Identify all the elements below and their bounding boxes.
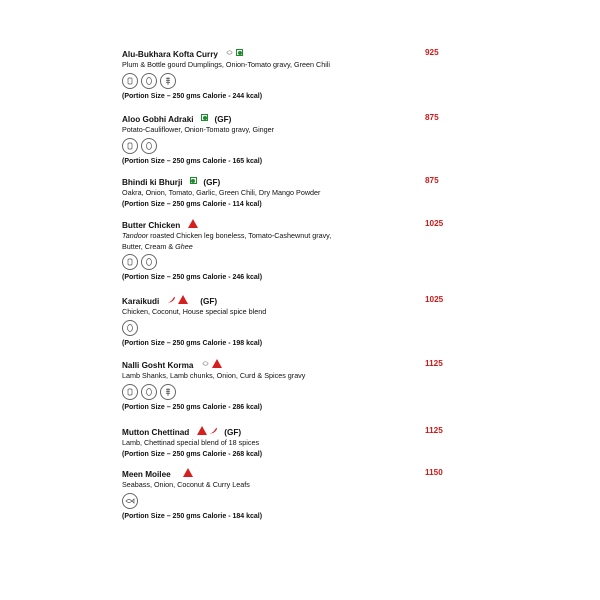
dairy-icon	[122, 73, 138, 89]
item-price: 1125	[425, 359, 443, 368]
item-description: Lamb, Chettinad special blend of 18 spices	[122, 438, 260, 447]
item-marks	[201, 359, 222, 368]
item-name: Meen Moilee	[122, 470, 171, 479]
non-veg-icon	[197, 426, 207, 435]
item-price: 1025	[425, 295, 444, 304]
dairy-icon	[122, 138, 138, 154]
item-description	[122, 231, 462, 241]
allergen-icons	[122, 73, 462, 90]
non-veg-icon	[178, 295, 188, 304]
gluten-icon	[160, 384, 176, 400]
portion-info: (Portion Size – 250 gms Calorie - 184 kcal)	[122, 512, 263, 520]
item-description: Chicken, Coconut, House special spice blend	[122, 307, 267, 316]
item-description: Seabass, Onion, Coconut & Curry Leafs	[122, 480, 250, 489]
menu-item-alu-bukhara-kofta-curry	[122, 46, 462, 102]
item-price: 1125	[425, 426, 443, 435]
veg-icon	[236, 49, 243, 56]
item-name: Nalli Gosht Korma	[122, 361, 194, 370]
item-description-italic-2: Ghee	[175, 241, 193, 251]
item-price: 875	[425, 176, 439, 185]
item-marks	[167, 295, 188, 304]
item-marks	[183, 468, 193, 477]
item-price: 925	[425, 48, 439, 57]
nut-allergen-icon	[141, 138, 157, 154]
item-name: Bhindi ki Bhurji	[122, 178, 183, 187]
allergen-icons	[122, 138, 462, 155]
non-veg-icon	[188, 219, 198, 228]
veg-icon	[201, 114, 208, 121]
item-price: 1150	[425, 468, 443, 477]
item-description-italic: Tandoor	[122, 231, 149, 240]
gluten-icon	[160, 73, 176, 89]
item-description: Lamb Shanks, Lamb chunks, Onion, Curd & Spices gravy	[122, 371, 306, 380]
portion-info: (Portion Size – 250 gms Calorie - 244 kcal)	[122, 92, 263, 100]
item-marks	[188, 219, 198, 228]
menu-item-aloo-gobhi-adraki	[122, 111, 462, 167]
nut-allergen-icon	[141, 384, 157, 400]
item-marks	[190, 177, 197, 184]
menu-item-nalli-gosht-korma	[122, 357, 462, 413]
chili-icon	[209, 426, 218, 435]
chili-icon	[167, 295, 176, 304]
nut-icon	[225, 48, 234, 57]
item-description-text: roasted Chicken leg boneless, Tomato-Cashewnut gravy,	[148, 231, 332, 240]
item-price: 1025	[425, 219, 444, 228]
item-title-line	[122, 466, 462, 479]
portion-info: (Portion Size – 250 gms Calorie - 286 kcal)	[122, 403, 263, 411]
item-description: Oakra, Onion, Tomato, Garlic, Green Chili, Dry Mango Powder	[122, 188, 321, 197]
gluten-free-label: (GF)	[224, 428, 242, 437]
portion-info: (Portion Size – 250 gms Calorie - 165 kcal)	[122, 157, 263, 165]
gluten-free-label: (GF)	[214, 115, 232, 124]
item-name: Karaikudi	[122, 297, 160, 306]
dairy-icon	[122, 254, 138, 270]
portion-info: (Portion Size – 250 gms Calorie - 246 kcal)	[122, 274, 263, 282]
portion-info: (Portion Size – 250 gms Calorie - 268 kcal)	[122, 450, 263, 458]
non-veg-icon	[183, 468, 193, 477]
portion-info: (Portion Size – 250 gms Calorie - 114 kcal)	[122, 200, 262, 208]
item-title-line	[122, 217, 462, 230]
gluten-free-label: (GF)	[200, 297, 218, 306]
item-marks	[197, 426, 218, 435]
veg-icon	[190, 177, 197, 184]
allergen-icons	[122, 320, 462, 337]
nut-icon	[201, 359, 210, 368]
fish-icon	[122, 493, 138, 509]
item-title-line	[122, 424, 462, 437]
item-marks	[225, 48, 243, 57]
item-name: Aloo Gobhi Adraki	[122, 115, 194, 124]
item-description: Potato-Cauliflower, Onion-Tomato gravy, Ginger	[122, 125, 275, 134]
item-description-text-2: Butter, Cream &	[122, 241, 176, 251]
item-title-line	[122, 174, 462, 187]
item-name: Butter Chicken	[122, 221, 181, 230]
menu-item-meen-moilee	[122, 466, 462, 522]
item-title-line	[122, 357, 462, 370]
item-description: Plum & Bottle gourd Dumplings, Onion-Tomato gravy, Green Chili	[122, 60, 330, 69]
menu-item-bhindi-ki-bhurji	[122, 174, 462, 210]
nut-allergen-icon	[122, 320, 138, 336]
item-name: Mutton Chettinad	[122, 428, 190, 437]
nut-allergen-icon	[141, 254, 157, 270]
menu-item-mutton-chettinad	[122, 424, 462, 460]
item-title-line	[122, 293, 462, 306]
allergen-icons	[122, 384, 462, 401]
item-title-line	[122, 46, 462, 59]
menu-item-karaikudi	[122, 293, 462, 349]
gluten-free-label: (GF)	[203, 178, 221, 187]
menu-item-butter-chicken	[122, 217, 462, 283]
portion-info: (Portion Size – 250 gms Calorie - 198 kcal)	[122, 339, 263, 347]
item-marks	[201, 114, 208, 121]
allergen-icons	[122, 254, 462, 271]
item-name: Alu-Bukhara Kofta Curry	[122, 50, 218, 59]
item-price: 875	[425, 113, 439, 122]
nut-allergen-icon	[141, 73, 157, 89]
item-title-line	[122, 111, 462, 124]
allergen-icons	[122, 493, 462, 510]
dairy-icon	[122, 384, 138, 400]
non-veg-icon	[212, 359, 222, 368]
item-description-line2	[122, 242, 462, 252]
